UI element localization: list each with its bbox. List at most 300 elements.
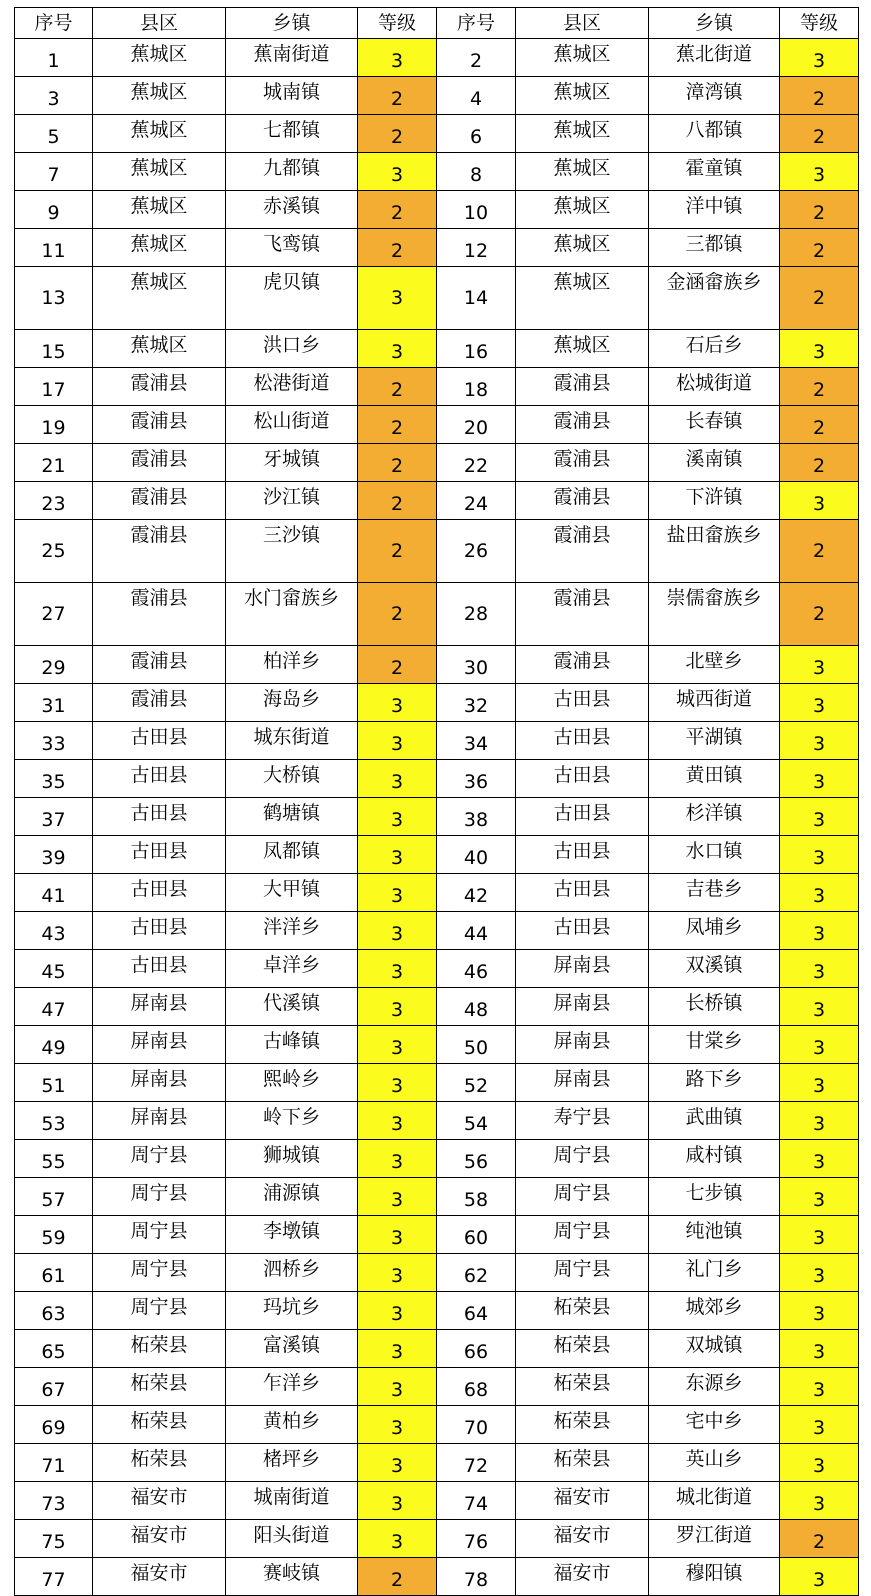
row-index: 55	[15, 1140, 93, 1178]
row-level: 3	[780, 1140, 859, 1178]
row-township: 双城镇	[649, 1330, 780, 1368]
header-level: 等级	[780, 8, 859, 39]
row-county: 蕉城区	[516, 330, 649, 368]
row-index: 39	[15, 836, 93, 874]
row-level: 3	[358, 267, 437, 330]
row-township: 北壁乡	[649, 646, 780, 684]
row-index: 14	[437, 267, 516, 330]
row-county: 霞浦县	[93, 444, 226, 482]
row-level: 3	[780, 988, 859, 1026]
row-level: 2	[358, 482, 437, 520]
table-row	[15, 912, 859, 950]
row-level: 3	[358, 722, 437, 760]
row-index: 20	[437, 406, 516, 444]
row-township: 柏洋乡	[226, 646, 358, 684]
row-township: 双溪镇	[649, 950, 780, 988]
row-county: 屏南县	[93, 1064, 226, 1102]
row-index: 12	[437, 229, 516, 267]
row-township: 穆阳镇	[649, 1558, 780, 1596]
row-index: 47	[15, 988, 93, 1026]
row-level: 3	[358, 836, 437, 874]
row-county: 霞浦县	[516, 482, 649, 520]
table-row	[15, 330, 859, 368]
row-index: 66	[437, 1330, 516, 1368]
row-township: 平湖镇	[649, 722, 780, 760]
row-township: 泗桥乡	[226, 1254, 358, 1292]
row-county: 蕉城区	[516, 229, 649, 267]
table-row	[15, 798, 859, 836]
row-county: 蕉城区	[516, 39, 649, 77]
row-township: 金涵畲族乡	[649, 267, 780, 330]
row-level: 2	[358, 520, 437, 583]
row-township: 岭下乡	[226, 1102, 358, 1140]
header-index: 序号	[437, 8, 516, 39]
row-county: 蕉城区	[93, 153, 226, 191]
table-row	[15, 1102, 859, 1140]
row-township: 海岛乡	[226, 684, 358, 722]
row-level: 3	[358, 330, 437, 368]
row-index: 43	[15, 912, 93, 950]
row-index: 64	[437, 1292, 516, 1330]
row-county: 古田县	[516, 760, 649, 798]
row-township: 霍童镇	[649, 153, 780, 191]
row-index: 78	[437, 1558, 516, 1596]
row-level: 2	[358, 229, 437, 267]
table-row	[15, 1292, 859, 1330]
table-row	[15, 1026, 859, 1064]
row-township: 甘棠乡	[649, 1026, 780, 1064]
row-level: 2	[780, 368, 859, 406]
row-township: 溪南镇	[649, 444, 780, 482]
row-township: 泮洋乡	[226, 912, 358, 950]
row-index: 56	[437, 1140, 516, 1178]
row-township: 城南镇	[226, 77, 358, 115]
row-level: 3	[358, 1368, 437, 1406]
row-county: 柘荣县	[516, 1292, 649, 1330]
row-county: 周宁县	[93, 1292, 226, 1330]
row-index: 75	[15, 1520, 93, 1558]
table-row	[15, 950, 859, 988]
row-township: 城郊乡	[649, 1292, 780, 1330]
row-county: 周宁县	[93, 1140, 226, 1178]
township-level-table	[14, 7, 859, 1596]
row-county: 周宁县	[516, 1140, 649, 1178]
row-township: 古峰镇	[226, 1026, 358, 1064]
row-index: 34	[437, 722, 516, 760]
row-level: 3	[358, 39, 437, 77]
row-index: 70	[437, 1406, 516, 1444]
row-county: 周宁县	[93, 1216, 226, 1254]
row-level: 3	[358, 1216, 437, 1254]
row-index: 30	[437, 646, 516, 684]
table-row	[15, 1406, 859, 1444]
table-row	[15, 1216, 859, 1254]
row-county: 福安市	[93, 1482, 226, 1520]
row-index: 53	[15, 1102, 93, 1140]
row-township: 虎贝镇	[226, 267, 358, 330]
row-level: 2	[358, 1558, 437, 1596]
row-level: 3	[780, 1558, 859, 1596]
row-county: 霞浦县	[93, 482, 226, 520]
row-index: 76	[437, 1520, 516, 1558]
row-index: 2	[437, 39, 516, 77]
row-county: 屏南县	[93, 1102, 226, 1140]
row-township: 八都镇	[649, 115, 780, 153]
row-township: 蕉北街道	[649, 39, 780, 77]
row-level: 3	[358, 760, 437, 798]
row-township: 黄田镇	[649, 760, 780, 798]
row-level: 2	[358, 444, 437, 482]
row-index: 49	[15, 1026, 93, 1064]
row-level: 3	[780, 1254, 859, 1292]
row-township: 凤埔乡	[649, 912, 780, 950]
row-township: 鹤塘镇	[226, 798, 358, 836]
row-township: 狮城镇	[226, 1140, 358, 1178]
header-township: 乡镇	[649, 8, 780, 39]
row-index: 65	[15, 1330, 93, 1368]
row-level: 3	[358, 798, 437, 836]
row-index: 35	[15, 760, 93, 798]
row-level: 3	[358, 950, 437, 988]
row-county: 古田县	[93, 722, 226, 760]
row-township: 七都镇	[226, 115, 358, 153]
row-index: 23	[15, 482, 93, 520]
row-level: 2	[780, 406, 859, 444]
header-township: 乡镇	[226, 8, 358, 39]
row-township: 凤都镇	[226, 836, 358, 874]
row-level: 3	[358, 1406, 437, 1444]
table-row	[15, 153, 859, 191]
row-township: 大甲镇	[226, 874, 358, 912]
row-township: 城西街道	[649, 684, 780, 722]
row-index: 1	[15, 39, 93, 77]
row-index: 67	[15, 1368, 93, 1406]
row-index: 74	[437, 1482, 516, 1520]
row-index: 10	[437, 191, 516, 229]
row-township: 宅中乡	[649, 1406, 780, 1444]
row-county: 古田县	[516, 684, 649, 722]
row-county: 柘荣县	[516, 1330, 649, 1368]
row-level: 2	[358, 583, 437, 646]
table-row	[15, 444, 859, 482]
row-level: 3	[358, 1292, 437, 1330]
row-index: 62	[437, 1254, 516, 1292]
row-index: 48	[437, 988, 516, 1026]
row-county: 柘荣县	[516, 1406, 649, 1444]
table-body	[15, 39, 859, 1596]
row-county: 古田县	[93, 798, 226, 836]
row-county: 屏南县	[93, 1026, 226, 1064]
row-index: 38	[437, 798, 516, 836]
row-index: 21	[15, 444, 93, 482]
row-level: 3	[358, 1026, 437, 1064]
row-county: 霞浦县	[516, 368, 649, 406]
row-index: 25	[15, 520, 93, 583]
row-level: 3	[358, 988, 437, 1026]
header-index: 序号	[15, 8, 93, 39]
row-county: 古田县	[516, 836, 649, 874]
row-level: 3	[780, 1330, 859, 1368]
row-level: 2	[358, 368, 437, 406]
row-township: 吉巷乡	[649, 874, 780, 912]
table-row	[15, 1444, 859, 1482]
row-county: 古田县	[93, 874, 226, 912]
row-township: 长桥镇	[649, 988, 780, 1026]
row-index: 7	[15, 153, 93, 191]
row-level: 3	[358, 1520, 437, 1558]
row-township: 崇儒畲族乡	[649, 583, 780, 646]
row-level: 3	[358, 1102, 437, 1140]
row-index: 24	[437, 482, 516, 520]
row-level: 2	[358, 646, 437, 684]
row-level: 3	[780, 1026, 859, 1064]
row-index: 28	[437, 583, 516, 646]
row-level: 2	[780, 1520, 859, 1558]
row-level: 3	[358, 1330, 437, 1368]
row-index: 57	[15, 1178, 93, 1216]
row-index: 18	[437, 368, 516, 406]
row-township: 洪口乡	[226, 330, 358, 368]
row-township: 熙岭乡	[226, 1064, 358, 1102]
row-level: 2	[780, 583, 859, 646]
row-level: 3	[780, 798, 859, 836]
row-county: 周宁县	[516, 1254, 649, 1292]
row-index: 60	[437, 1216, 516, 1254]
header-level: 等级	[358, 8, 437, 39]
row-level: 3	[780, 1368, 859, 1406]
row-county: 霞浦县	[516, 646, 649, 684]
row-township: 礼门乡	[649, 1254, 780, 1292]
row-index: 52	[437, 1064, 516, 1102]
table-row	[15, 1254, 859, 1292]
row-township: 大桥镇	[226, 760, 358, 798]
table-row	[15, 520, 859, 583]
row-index: 73	[15, 1482, 93, 1520]
row-index: 51	[15, 1064, 93, 1102]
row-county: 福安市	[516, 1558, 649, 1596]
row-township: 英山乡	[649, 1444, 780, 1482]
row-level: 2	[780, 229, 859, 267]
row-index: 9	[15, 191, 93, 229]
row-index: 45	[15, 950, 93, 988]
row-county: 霞浦县	[516, 444, 649, 482]
row-township: 七步镇	[649, 1178, 780, 1216]
row-township: 漳湾镇	[649, 77, 780, 115]
row-township: 楮坪乡	[226, 1444, 358, 1482]
row-township: 石后乡	[649, 330, 780, 368]
row-index: 59	[15, 1216, 93, 1254]
row-township: 咸村镇	[649, 1140, 780, 1178]
table-row	[15, 191, 859, 229]
row-township: 长春镇	[649, 406, 780, 444]
row-index: 22	[437, 444, 516, 482]
header-county: 县区	[93, 8, 226, 39]
row-township: 赤溪镇	[226, 191, 358, 229]
table-row	[15, 1558, 859, 1596]
row-county: 柘荣县	[516, 1368, 649, 1406]
table-row	[15, 1064, 859, 1102]
row-county: 蕉城区	[516, 191, 649, 229]
row-level: 2	[358, 191, 437, 229]
row-level: 3	[780, 1406, 859, 1444]
row-township: 洋中镇	[649, 191, 780, 229]
row-township: 乍洋乡	[226, 1368, 358, 1406]
row-index: 17	[15, 368, 93, 406]
row-county: 屏南县	[516, 988, 649, 1026]
row-index: 15	[15, 330, 93, 368]
row-township: 蕉南街道	[226, 39, 358, 77]
row-level: 3	[358, 1064, 437, 1102]
row-township: 李墩镇	[226, 1216, 358, 1254]
row-county: 霞浦县	[93, 406, 226, 444]
row-level: 2	[358, 77, 437, 115]
row-township: 罗江街道	[649, 1520, 780, 1558]
table-row	[15, 583, 859, 646]
table-row	[15, 1330, 859, 1368]
row-level: 3	[780, 646, 859, 684]
row-county: 古田县	[516, 912, 649, 950]
row-index: 63	[15, 1292, 93, 1330]
row-township: 九都镇	[226, 153, 358, 191]
row-county: 蕉城区	[93, 267, 226, 330]
row-level: 2	[358, 406, 437, 444]
table-row	[15, 1520, 859, 1558]
row-index: 72	[437, 1444, 516, 1482]
row-county: 蕉城区	[93, 229, 226, 267]
row-township: 松山街道	[226, 406, 358, 444]
row-level: 2	[780, 115, 859, 153]
table-row	[15, 836, 859, 874]
row-county: 蕉城区	[93, 39, 226, 77]
row-county: 霞浦县	[93, 684, 226, 722]
row-county: 蕉城区	[93, 115, 226, 153]
row-level: 3	[358, 912, 437, 950]
table-row	[15, 267, 859, 330]
row-township: 下浒镇	[649, 482, 780, 520]
row-level: 3	[780, 722, 859, 760]
row-level: 3	[358, 1178, 437, 1216]
row-county: 古田县	[93, 912, 226, 950]
row-township: 东源乡	[649, 1368, 780, 1406]
row-index: 61	[15, 1254, 93, 1292]
row-township: 沙江镇	[226, 482, 358, 520]
row-county: 柘荣县	[93, 1444, 226, 1482]
row-county: 霞浦县	[516, 583, 649, 646]
row-township: 阳头街道	[226, 1520, 358, 1558]
row-township: 路下乡	[649, 1064, 780, 1102]
row-index: 26	[437, 520, 516, 583]
row-level: 3	[780, 684, 859, 722]
row-township: 富溪镇	[226, 1330, 358, 1368]
row-index: 36	[437, 760, 516, 798]
row-level: 3	[358, 1482, 437, 1520]
table-row	[15, 115, 859, 153]
row-township: 三沙镇	[226, 520, 358, 583]
row-township: 飞鸾镇	[226, 229, 358, 267]
row-index: 27	[15, 583, 93, 646]
row-township: 玛坑乡	[226, 1292, 358, 1330]
row-level: 3	[780, 153, 859, 191]
row-township: 盐田畲族乡	[649, 520, 780, 583]
row-county: 福安市	[93, 1558, 226, 1596]
row-index: 16	[437, 330, 516, 368]
row-county: 蕉城区	[93, 191, 226, 229]
table-row	[15, 39, 859, 77]
row-county: 古田县	[516, 874, 649, 912]
row-index: 44	[437, 912, 516, 950]
table-row	[15, 988, 859, 1026]
table-row	[15, 406, 859, 444]
row-township: 卓洋乡	[226, 950, 358, 988]
row-index: 40	[437, 836, 516, 874]
row-level: 3	[780, 1444, 859, 1482]
row-township: 城东街道	[226, 722, 358, 760]
row-index: 19	[15, 406, 93, 444]
table-row	[15, 1178, 859, 1216]
table-row	[15, 368, 859, 406]
row-township: 黄柏乡	[226, 1406, 358, 1444]
row-level: 2	[780, 191, 859, 229]
row-level: 2	[780, 444, 859, 482]
row-county: 霞浦县	[93, 583, 226, 646]
header-row	[15, 8, 859, 39]
row-county: 福安市	[93, 1520, 226, 1558]
row-index: 31	[15, 684, 93, 722]
row-township: 松港街道	[226, 368, 358, 406]
row-level: 3	[780, 1064, 859, 1102]
row-county: 古田县	[93, 836, 226, 874]
row-county: 屏南县	[516, 1026, 649, 1064]
row-county: 柘荣县	[93, 1368, 226, 1406]
row-level: 3	[780, 1292, 859, 1330]
row-index: 69	[15, 1406, 93, 1444]
row-county: 蕉城区	[516, 267, 649, 330]
row-township: 城南街道	[226, 1482, 358, 1520]
row-level: 3	[358, 874, 437, 912]
row-level: 3	[780, 1178, 859, 1216]
row-level: 2	[780, 267, 859, 330]
row-index: 41	[15, 874, 93, 912]
row-index: 42	[437, 874, 516, 912]
row-township: 浦源镇	[226, 1178, 358, 1216]
row-township: 纯池镇	[649, 1216, 780, 1254]
row-index: 54	[437, 1102, 516, 1140]
row-level: 3	[780, 874, 859, 912]
row-level: 2	[780, 77, 859, 115]
row-county: 古田县	[516, 722, 649, 760]
row-index: 32	[437, 684, 516, 722]
row-county: 古田县	[93, 950, 226, 988]
row-level: 3	[780, 1102, 859, 1140]
table-row	[15, 229, 859, 267]
row-county: 寿宁县	[516, 1102, 649, 1140]
row-county: 周宁县	[93, 1254, 226, 1292]
row-level: 2	[358, 115, 437, 153]
row-index: 33	[15, 722, 93, 760]
row-township: 牙城镇	[226, 444, 358, 482]
row-county: 蕉城区	[93, 77, 226, 115]
row-index: 6	[437, 115, 516, 153]
row-index: 71	[15, 1444, 93, 1482]
row-level: 3	[358, 1140, 437, 1178]
row-township: 武曲镇	[649, 1102, 780, 1140]
row-county: 屏南县	[93, 988, 226, 1026]
row-level: 3	[780, 482, 859, 520]
row-level: 3	[780, 1482, 859, 1520]
row-index: 58	[437, 1178, 516, 1216]
row-county: 蕉城区	[93, 330, 226, 368]
row-township: 水口镇	[649, 836, 780, 874]
